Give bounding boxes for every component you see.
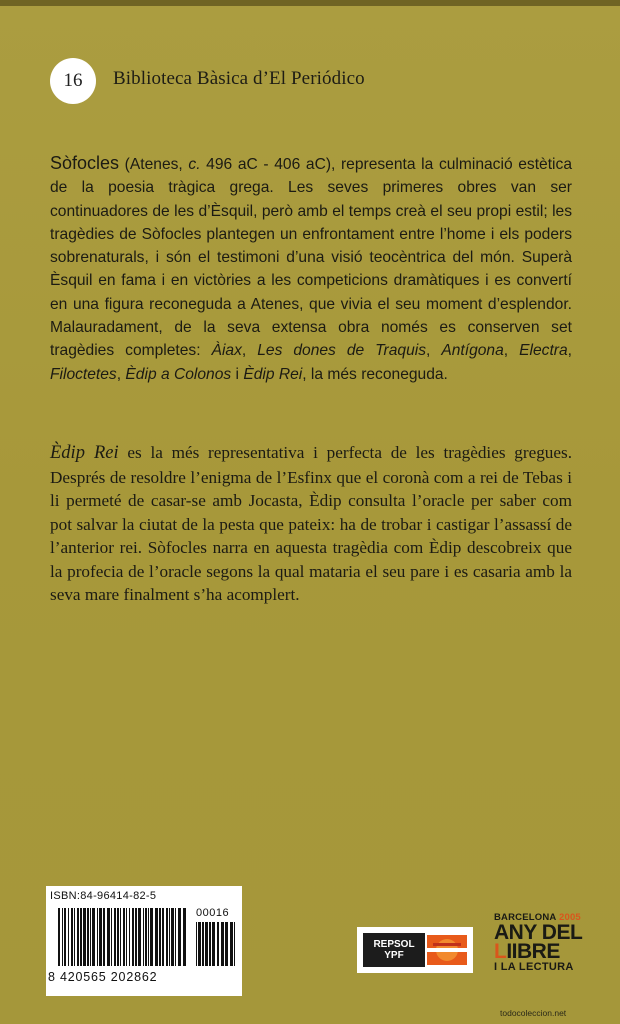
barcode-bar [132,908,134,966]
barcode-bar [217,922,219,966]
author-bio [50,152,572,386]
barcode-bar [145,908,147,966]
barcode-bar [117,908,119,966]
barcode-bar [225,922,228,966]
watermark-credit: todocoleccion.net [500,1008,567,1018]
barcode-bar [77,908,79,966]
barcode-bar [80,908,82,966]
synopsis-title: Èdip Rei [50,443,119,463]
barcode-bar [71,908,73,966]
barcode-bar [166,908,168,966]
bio-sep: , [426,342,442,360]
bio-text-1: (Atenes, [119,156,189,173]
barcode-bar [87,908,89,966]
anydel-year: 2005 [558,912,581,923]
barcode-bar [150,908,153,966]
repsol-line1: REPSOL [373,939,415,950]
author-name: Sòfocles [50,153,120,173]
barcode-bar [221,922,224,966]
work-title: Filoctetes [50,365,117,383]
anydel-l: L [494,940,507,963]
bio-sep: , [567,342,572,360]
anydel-line3: I LA LECTURA [494,961,574,973]
synopsis-text: es la més representativa i perfecta de les tragèdies gregues. Després de resoldre l’enigma de l’Esfinx que el coronà com a rei de Tebas i li permeté de casar-se amb Jocasta, Èdip consulta l’oracle per saber com pot salvar la ciutat de la pesta que pateix: ha de trobar i castigar l’assassí de l’anterior rei. Sòfocles narra en aquesta tragèdia com Èdip descobreix que la profecia de l’oracle segons la qual mataria el seu pare i es casaria amb la seva mare finalment s’ha acomplert. [50,443,572,604]
work-title: Èdip a Colonos [125,365,232,383]
barcode-bar [90,908,91,966]
barcode-bar [74,908,75,966]
bio-sep: , [116,365,126,383]
any-del-llibre-logo [494,912,604,982]
repsol-ypf-logo [357,927,473,973]
repsol-wordmark [363,933,425,967]
barcode-bar [196,922,197,966]
barcode-bar [202,922,204,966]
barcode-bar [107,908,110,966]
barcode-bar [143,908,144,966]
bio-text-2: 496 aC - 406 aC), representa la culminació estètica de la poesia tràgica grega. Les seves primeres obres van ser continuadores de les d’Èsquil, però amb el temps creà el seu propi estil; les tragèdies de Sòfocles plantegen un enfrontament entre l’home i els poders sobrenaturals, i són el testimoni d’una visió teocèntrica del món. Superà Èsquil en fama i en victòries a les competicions dramàtiques i es convertí en una figura reconeguda a Atenes, que vivia el seu moment d’esplendor. Malauradament, de la seva extensa obra només es conserven set tragèdies completes: [50,156,572,360]
barcode-bar [123,908,125,966]
barcode-bar [83,908,86,966]
barcode-bar [175,908,176,966]
barcode-bar [183,908,186,966]
ean-number: 8 420565 202862 [48,970,158,984]
barcode-bar [148,908,149,966]
addon-barcode [196,922,236,966]
barcode-bar [198,922,201,966]
barcode-bar [234,922,235,966]
series-title: Biblioteca Bàsica d’El Periódico [113,68,365,89]
bio-sep: i [231,365,244,383]
work-title: Les dones de Traquis [257,342,427,360]
anydel-city: BARCELONA [494,912,557,923]
bio-sep: , [503,342,520,360]
barcode-bar [129,908,130,966]
ean-barcode [58,908,190,966]
barcode-bar [162,908,164,966]
repsol-line2: YPF [384,950,404,961]
bio-circa: c. [188,156,201,173]
bio-tail: , la més reconeguda. [302,365,448,383]
barcode-bar [209,922,211,966]
barcode-bar [169,908,170,966]
barcode-bar [138,908,141,966]
barcode-bar [120,908,121,966]
barcode-bar [126,908,127,966]
work-title: Èdip Rei [243,365,303,383]
barcode-bar [97,908,98,966]
barcode-bar [99,908,102,966]
barcode-bar [205,922,208,966]
barcode-bar [135,908,137,966]
barcode-bar [230,922,233,966]
barcode-bar [68,908,69,966]
bio-sep: , [241,342,258,360]
addon-number: 00016 [196,907,230,919]
barcode-bar [103,908,105,966]
barcode-bar [171,908,174,966]
barcode-bar [159,908,161,966]
barcode-bar [155,908,158,966]
barcode-box [46,886,242,996]
work-title: Àiax [211,342,242,360]
book-synopsis [50,441,572,607]
series-number-badge: 16 [50,58,96,104]
barcode-bar [111,908,112,966]
barcode-bar [212,922,215,966]
barcode-bar [62,908,63,966]
barcode-bar [64,908,66,966]
barcode-bar [114,908,116,966]
isbn-label: ISBN:84-96414-82-5 [50,890,157,902]
barcode-bar [92,908,95,966]
work-title: Electra [519,342,568,360]
barcode-bar [178,908,181,966]
anydel-line1: ANY DEL [494,921,583,944]
top-rule [0,0,620,6]
anydel-line2 [494,942,604,961]
barcode-bar [58,908,60,966]
anydel-libre: IIBRE [506,940,560,963]
repsol-flame-icon [427,935,467,965]
work-title: Antígona [441,342,504,360]
